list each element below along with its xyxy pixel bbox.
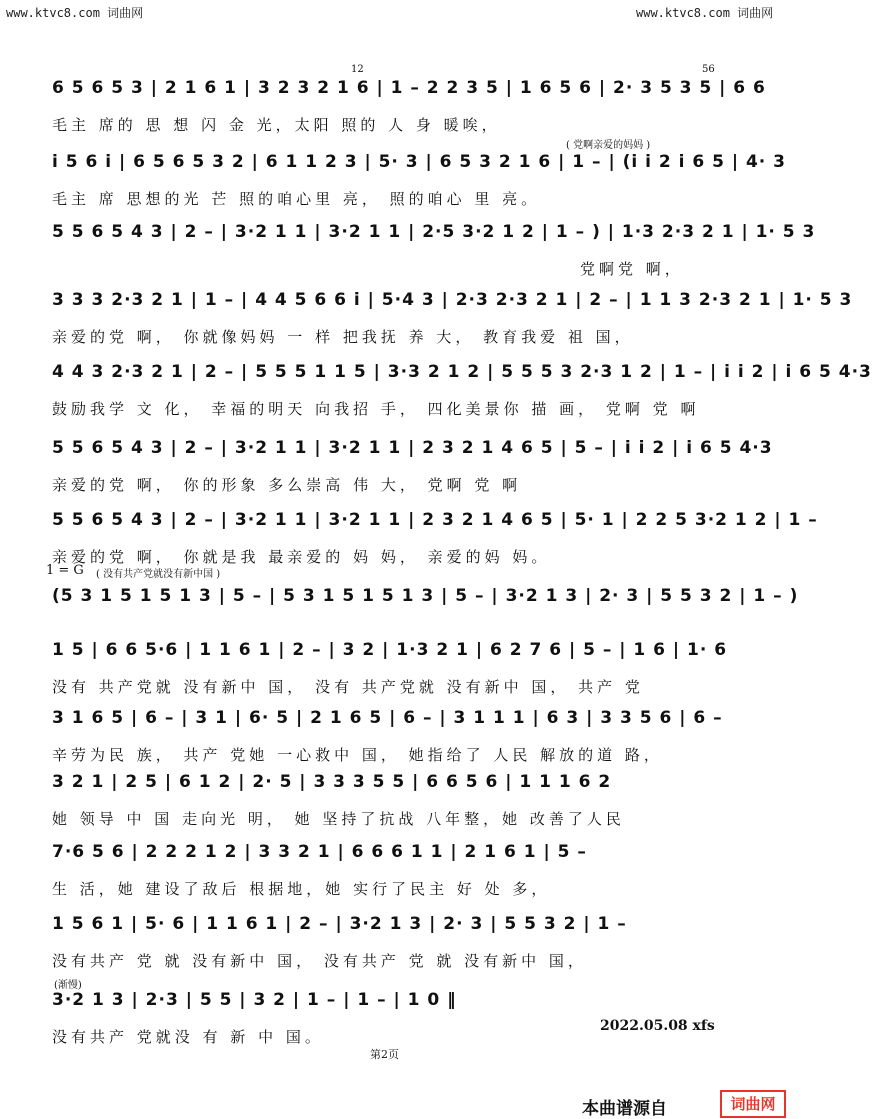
lyric-line: 辛劳为民 族， 共产 党她 一心救中 国， 她指给了 人民 解放的道 路， (52, 746, 663, 764)
notation-line: 5 5 6 5 4 3 | 2 – | 3·2 1 1 | 3·2 1 1 | 2 3 2 1 4 6 5 | 5· 1 | 2 2 5 3·2 1 2 | 1 – (52, 510, 818, 530)
notation-line: 1 5 | 6 6 5·6 | 1 1 6 1 | 2 – | 3 2 | 1·3 2 1 | 6 2 7 6 | 5 – | 1 6 | 1· 6 (52, 640, 728, 660)
ritardando-mark: (渐慢) (54, 980, 82, 991)
page-number: 第2页 (370, 1048, 399, 1061)
notation-line: 3·2 1 3 | 2·3 | 5 5 | 3 2 | 1 – | 1 – | 1 0 ‖ (52, 990, 457, 1010)
score-row (40, 152, 786, 218)
lyric-line: 毛主 席 思想的光 芒 照的咱心里 亮， 照的咱心 里 亮。 (52, 190, 541, 208)
notation-line: 3 2 1 | 2 5 | 6 1 2 | 2· 5 | 3 3 3 5 5 | 6 6 5 6 | 1 1 1 6 2 (52, 772, 612, 792)
score-row (40, 914, 740, 980)
notation-line: 3 3 3 2·3 2 1 | 1 – | 4 4 5 6 6 i | 5·4 3 | 2·3 2·3 2 1 | 2 – | 1 1 3 2·3 2 1 | 1· 5 3 (52, 290, 853, 310)
notation-line: 7·6 5 6 | 2 2 2 1 2 | 3 3 2 1 | 6 6 6 1 1 | 2 1 6 1 | 5 – (52, 842, 587, 862)
notation-line: 6 5 6 5 3 | 2 1 6 1 | 3 2 3 2 1 6 | 1 – 2 2 3 5 | 1 6 5 6 | 2· 3 5 3 5 | 6 6 (52, 78, 766, 98)
lyric-line: 鼓励我学 文 化， 幸福的明天 向我招 手， 四化美景你 描 画， 党啊 党 啊 (52, 400, 700, 418)
score-row (40, 362, 872, 428)
score-row (40, 842, 740, 908)
score-row (40, 78, 766, 144)
lyric-line: 生 活，她 建设了敌后 根据地，她 实行了民主 好 处 多， (52, 880, 551, 898)
bracket-annotation: ( 党啊亲爱的妈妈 ) (566, 140, 651, 151)
key-annotation: ( 没有共产党就没有新中国 ) (96, 569, 221, 580)
score-row (40, 438, 773, 504)
notation-line: 1 5 6 1 | 5· 6 | 1 1 6 1 | 2 – | 3·2 1 3 | 2· 3 | 5 5 3 2 | 1 – (52, 914, 627, 934)
notation-line: 3 1 6 5 | 6 – | 3 1 | 6· 5 | 2 1 6 5 | 6 – | 3 1 1 1 | 6 3 | 3 3 5 6 | 6 – (52, 708, 723, 728)
notation-line: 4 4 3 2·3 2 1 | 2 – | 5 5 5 1 1 5 | 3·3 2 1 2 | 5 5 5 3 2·3 1 2 | 1 – | i i 2 | i 6 5 4·3 (52, 362, 872, 382)
score-row (40, 222, 816, 288)
source-label: 本曲谱源自 (582, 1099, 667, 1119)
notation-line: (5 3 1 5 1 5 1 3 | 5 – | 5 3 1 5 1 5 1 3 | 5 – | 3·2 1 3 | 2· 3 | 5 5 3 2 | 1 – ) (52, 586, 799, 606)
time-signature: 12 (351, 64, 364, 75)
tempo-mark: 56 (702, 64, 715, 75)
score-row (40, 708, 740, 774)
lyric-line: 亲爱的党 啊， 你就是我 最亲爱的 妈 妈， 亲爱的妈 妈。 (52, 548, 551, 566)
lyric-line: 亲爱的党 啊， 你就像妈妈 一 样 把我抚 养 大， 教育我爱 祖 国， (52, 328, 634, 346)
notation-line: i 5 6 i | 6 5 6 5 3 2 | 6 1 1 2 3 | 5· 3 | 6 5 3 2 1 6 | 1 – | (i i 2 i 6 5 | 4· 3 (52, 152, 786, 172)
score-row (40, 290, 853, 356)
lyric-line: 党啊党 啊， (580, 260, 684, 278)
watermark-left: www.ktvc8.com 词曲网 (6, 6, 144, 20)
lyric-line: 没有共产 党 就 没有新中 国， 没有共产 党 就 没有新中 国， (52, 952, 587, 970)
lyric-line: 她 领导 中 国 走向光 明， 她 坚持了抗战 八年整，她 改善了人民 (52, 810, 625, 828)
score-row (40, 510, 818, 576)
site-logo[interactable]: 词曲网 (720, 1090, 786, 1118)
date-signature: 2022.05.08 xfs (600, 1018, 715, 1034)
notation-line: 5 5 6 5 4 3 | 2 – | 3·2 1 1 | 3·2 1 1 | 2·5 3·2 1 2 | 1 – ) | 1·3 2·3 2 1 | 1· 5 3 (52, 222, 816, 242)
lyric-line: 没有共产 党就没 有 新 中 国。 (52, 1028, 324, 1046)
watermark-right: www.ktvc8.com 词曲网 (636, 6, 774, 20)
score-row (40, 772, 740, 838)
lyric-line: 亲爱的党 啊， 你的形象 多么崇高 伟 大， 党啊 党 啊 (52, 476, 522, 494)
lyric-line: 没有 共产党就 没有新中 国， 没有 共产党就 没有新中 国， 共产 党 (52, 678, 644, 696)
key-change: 1 = G (46, 563, 84, 578)
score-row (40, 640, 740, 706)
notation-line: 5 5 6 5 4 3 | 2 – | 3·2 1 1 | 3·2 1 1 | 2 3 2 1 4 6 5 | 5 – | i i 2 | i 6 5 4·3 (52, 438, 773, 458)
lyric-line: 毛主 席的 思 想 闪 金 光，太阳 照的 人 身 暖唉， (52, 116, 501, 134)
